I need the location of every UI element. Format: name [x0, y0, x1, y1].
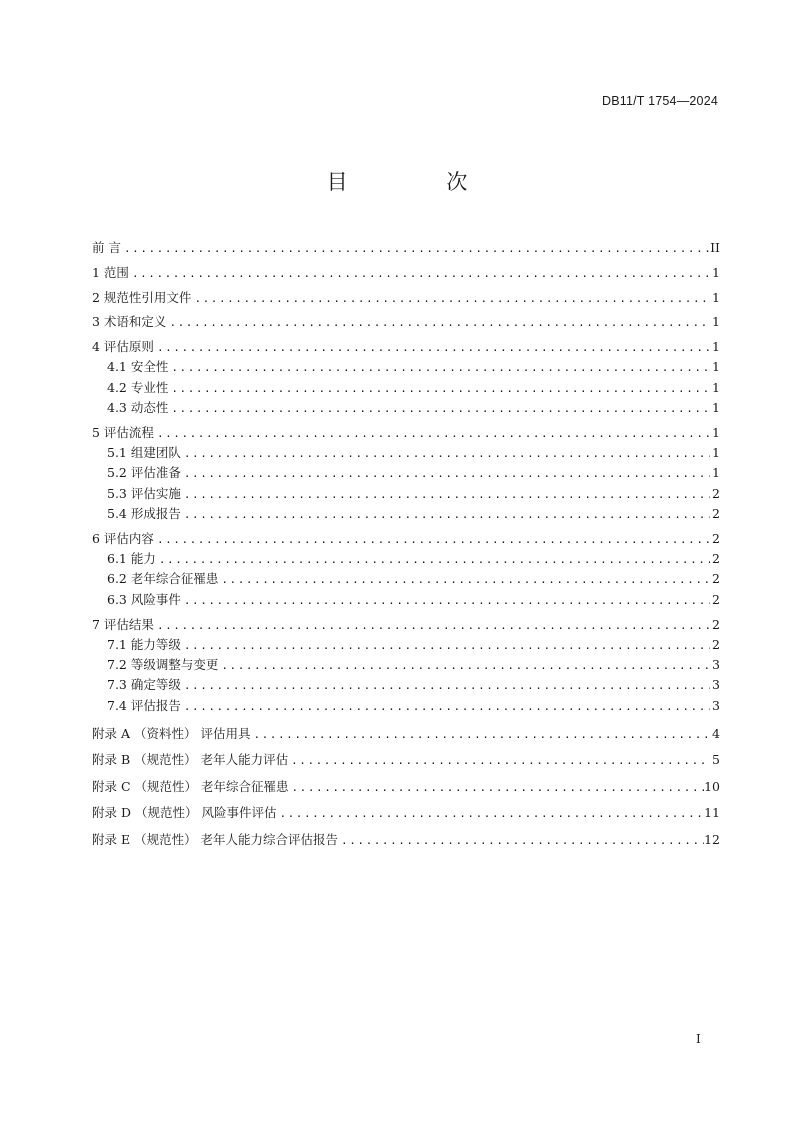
toc-entry-label: 前 言	[92, 240, 121, 255]
toc-subsection-entry[interactable]	[92, 443, 720, 463]
toc-leader-dots	[156, 550, 710, 570]
toc-entry-page: 1	[712, 400, 720, 416]
toc-entry-label: 3 术语和定义	[92, 314, 167, 330]
toc-subsection-entry[interactable]	[92, 696, 720, 716]
toc-entry-page: II	[710, 240, 720, 255]
toc-appendix-entry[interactable]	[92, 800, 720, 827]
toc-subsection-entry[interactable]	[92, 675, 720, 695]
toc-entry-page: 12	[704, 831, 720, 847]
toc-appendix-entry[interactable]	[92, 747, 720, 774]
toc-leader-dots	[168, 379, 710, 399]
toc-entry-label: 5.2 评估准备	[107, 465, 181, 481]
toc-subsection-entry[interactable]	[92, 484, 720, 504]
toc-entry-page: 2	[712, 616, 720, 632]
toc-entry-page: 1	[712, 445, 720, 461]
toc-leader-dots	[154, 616, 710, 636]
toc-leader-dots	[338, 828, 704, 855]
toc-entry-label: 4.3 动态性	[107, 400, 169, 416]
toc-subsection-entry[interactable]	[92, 504, 720, 524]
toc-entry-label: 6 评估内容	[92, 530, 154, 546]
toc-entry-label: 附录 B （规范性） 老年人能力评估	[92, 752, 289, 768]
toc-entry-page: 2	[712, 636, 720, 652]
toc-entry-page: 4	[712, 725, 720, 741]
toc-entry-page: 2	[712, 551, 720, 567]
toc-leader-dots	[168, 399, 710, 419]
toc-entry-label: 5 评估流程	[92, 424, 154, 440]
page-title: 目 次	[326, 170, 514, 194]
toc-entry-page: 1	[712, 359, 720, 375]
toc-entry-label: 4 评估原则	[92, 339, 154, 355]
toc-leader-dots	[218, 656, 710, 676]
toc-subsection-entry[interactable]	[92, 378, 720, 398]
toc-leader-dots	[289, 775, 705, 802]
toc-entry-page: 3	[712, 677, 720, 693]
toc-leader-dots	[218, 570, 710, 590]
toc-entry-label: 附录 E （规范性） 老年人能力综合评估报告	[92, 831, 339, 847]
toc-leader-dots	[181, 636, 710, 656]
toc-entry-page: 1	[712, 339, 720, 355]
toc-entry-page: 2	[712, 591, 720, 607]
toc-appendix-entry[interactable]	[92, 721, 720, 748]
page-number: I	[696, 1032, 701, 1046]
toc-entry-label: 5.3 评估实施	[107, 485, 181, 501]
toc-section-entry[interactable]	[92, 312, 720, 332]
toc-leader-dots	[250, 722, 710, 749]
toc-leader-dots	[154, 338, 710, 358]
toc-entry-label: 7 评估结果	[92, 616, 154, 632]
toc-entry-page: 3	[712, 657, 720, 673]
toc-entry-label: 1 范围	[92, 264, 129, 280]
table-of-contents	[92, 238, 720, 853]
toc-leader-dots	[181, 697, 710, 717]
toc-entry-label: 附录 A （资料性） 评估用具	[92, 725, 251, 741]
toc-subsection-entry[interactable]	[92, 463, 720, 483]
toc-leader-dots	[181, 505, 710, 525]
toc-leader-dots	[181, 444, 710, 464]
toc-leader-dots	[191, 289, 710, 309]
toc-section-entry[interactable]	[92, 288, 720, 308]
toc-section-entry[interactable]	[92, 423, 720, 443]
toc-entry-label: 4.2 专业性	[107, 379, 169, 395]
toc-entry-page: 1	[712, 379, 720, 395]
toc-entry-page: 5	[712, 752, 720, 768]
toc-leader-dots	[288, 748, 710, 775]
toc-entry-label: 附录 C （规范性） 老年综合征罹患	[92, 778, 289, 794]
toc-subsection-entry[interactable]	[92, 398, 720, 418]
toc-entry-label: 4.1 安全性	[107, 359, 169, 375]
toc-entry-page: 3	[712, 697, 720, 713]
toc-leader-dots	[181, 676, 710, 696]
toc-entry-label: 2 规范性引用文件	[92, 289, 192, 305]
toc-leader-dots	[168, 358, 710, 378]
toc-leader-dots	[129, 264, 710, 284]
toc-entry-page: 10	[704, 778, 720, 794]
toc-section-entry[interactable]	[92, 337, 720, 357]
toc-subsection-entry[interactable]	[92, 655, 720, 675]
toc-leader-dots	[121, 239, 710, 259]
toc-leader-dots	[154, 530, 710, 550]
standard-code: DB11/T 1754—2024	[601, 94, 718, 108]
toc-entry-page: 2	[712, 571, 720, 587]
toc-section-entry[interactable]	[92, 238, 720, 258]
toc-entry-page: 11	[704, 805, 720, 821]
toc-subsection-entry[interactable]	[92, 590, 720, 610]
toc-entry-label: 5.1 组建团队	[107, 445, 181, 461]
toc-entry-label: 7.2 等级调整与变更	[107, 657, 219, 673]
toc-leader-dots	[181, 485, 710, 505]
toc-entry-page: 2	[712, 506, 720, 522]
toc-section-entry[interactable]	[92, 263, 720, 283]
toc-entry-page: 1	[712, 314, 720, 330]
toc-leader-dots	[181, 591, 710, 611]
toc-subsection-entry[interactable]	[92, 549, 720, 569]
toc-leader-dots	[276, 801, 704, 828]
toc-appendix-entry[interactable]	[92, 827, 720, 854]
toc-entry-label: 5.4 形成报告	[107, 506, 181, 522]
toc-entry-label: 6.2 老年综合征罹患	[107, 571, 219, 587]
toc-entry-label: 7.3 确定等级	[107, 677, 181, 693]
toc-entry-label: 6.1 能力	[107, 551, 156, 567]
toc-entry-label: 附录 D （规范性） 风险事件评估	[92, 805, 277, 821]
toc-appendix-entry[interactable]	[92, 774, 720, 801]
toc-entry-label: 7.4 评估报告	[107, 697, 181, 713]
toc-subsection-entry[interactable]	[92, 569, 720, 589]
toc-subsection-entry[interactable]	[92, 635, 720, 655]
toc-section-entry[interactable]	[92, 529, 720, 549]
toc-entry-label: 7.1 能力等级	[107, 636, 181, 652]
toc-entry-page: 2	[712, 530, 720, 546]
toc-entry-label: 6.3 风险事件	[107, 591, 181, 607]
toc-leader-dots	[154, 424, 710, 444]
toc-entry-page: 1	[712, 264, 720, 280]
toc-leader-dots	[181, 464, 710, 484]
toc-entry-page: 1	[712, 465, 720, 481]
toc-subsection-entry[interactable]	[92, 357, 720, 377]
toc-leader-dots	[166, 313, 710, 333]
toc-entry-page: 1	[712, 289, 720, 305]
toc-entry-page: 2	[712, 485, 720, 501]
toc-section-entry[interactable]	[92, 615, 720, 635]
toc-entry-page: 1	[712, 424, 720, 440]
